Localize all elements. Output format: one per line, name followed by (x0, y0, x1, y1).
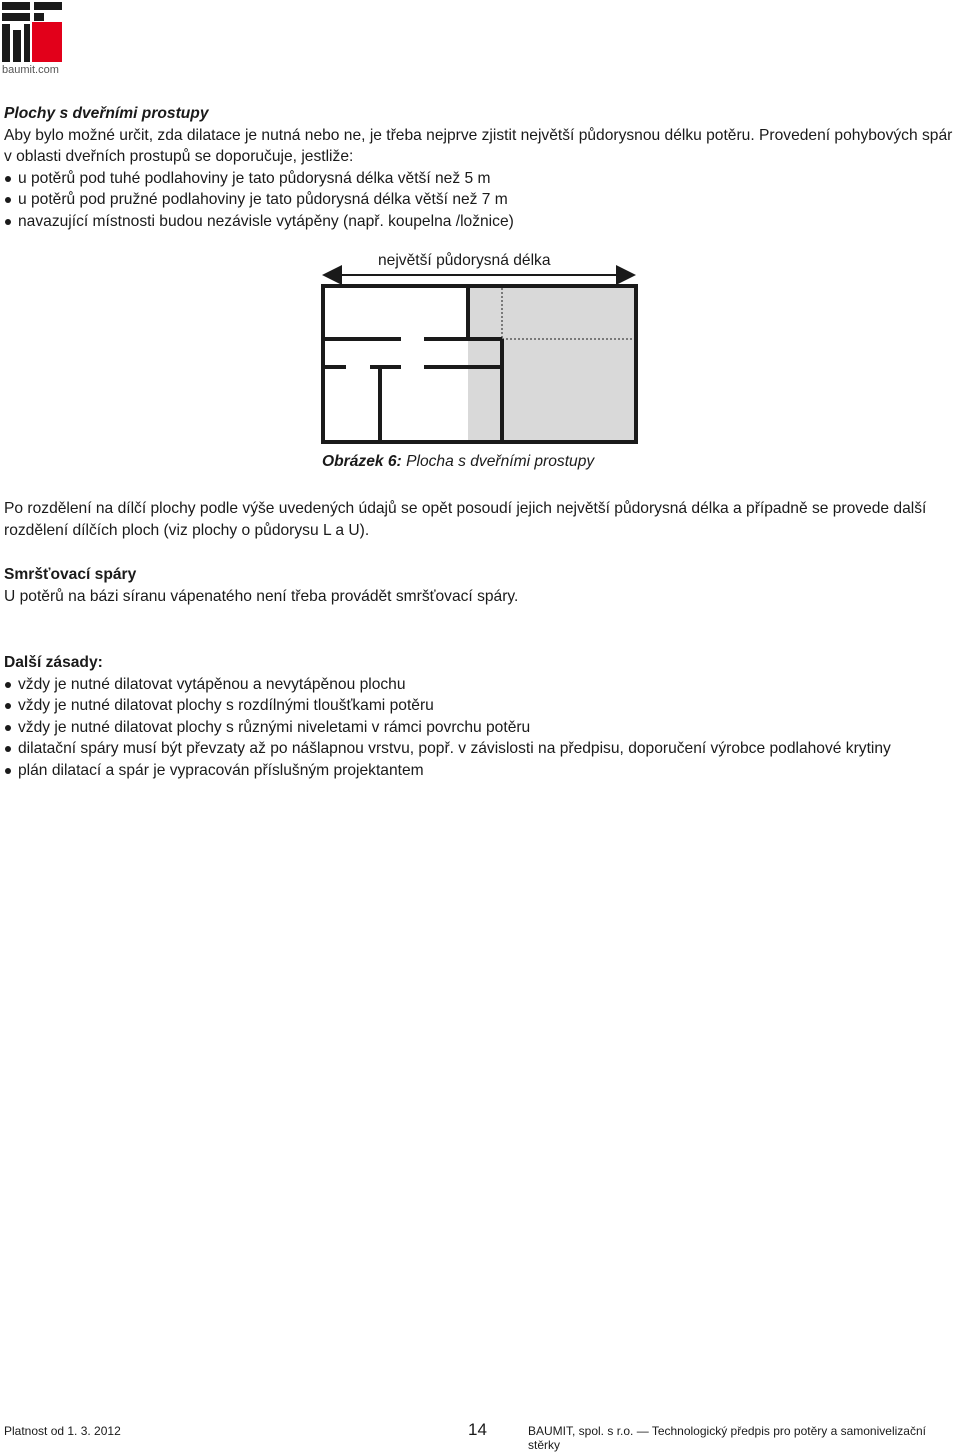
list-item: vždy je nutné dilatovat plochy s různými niveletami v rámci povrchu potěru (4, 717, 956, 739)
baumit-logo (0, 0, 64, 66)
section-title: Plochy s dveřními prostupy (4, 105, 209, 122)
section-title: Smršťovací spáry (4, 566, 137, 583)
conditions-list (4, 168, 956, 233)
figure-caption (322, 453, 594, 471)
section-title: Další zásady: (4, 654, 103, 671)
list-item: vždy je nutné dilatovat vytápěnou a nevytápěnou plochu (4, 674, 956, 696)
section-intro: Aby bylo možné určit, zda dilatace je nutná nebo ne, je třeba nejprve zjistit největší půdorysnou délku potěru. Provedení pohybových spár v oblasti dveřních prostupů se doporučuje, jestliže: (4, 126, 953, 166)
section-after-figure (4, 498, 956, 541)
paragraph: Po rozdělení na dílčí plochy podle výše uvedených údajů se opět posoudí jejich největší půdorysná délka a případně se provede další rozdělení dílčích ploch (viz plochy o půdorysu L a U). (4, 500, 927, 539)
section-shrinkage-joints (4, 564, 956, 607)
list-item: navazující místnosti budou nezávisle vytápěny (např. koupelna /ložnice) (4, 211, 956, 233)
footer-valid-from: Platnost od 1. 3. 2012 (4, 1424, 121, 1438)
list-item: vždy je nutné dilatovat plochy s rozdílnými tloušťkami potěru (4, 695, 956, 717)
dimension-label: největší půdorysná délka (378, 252, 551, 269)
list-item: plán dilatací a spár je vypracován příslušným projektantem (4, 760, 956, 782)
section-door-openings (4, 103, 956, 233)
section-other-principles (4, 652, 956, 782)
floor-plan-diagram (318, 250, 642, 450)
footer-company: BAUMIT, spol. s r.o. — Technologický předpis pro potěry a samonivelizační stěrky (528, 1424, 926, 1452)
paragraph: U potěrů na bázi síranu vápenatého není třeba provádět smršťovací spáry. (4, 587, 519, 605)
list-item: dilatační spáry musí být převzaty až po nášlapnou vrstvu, popř. v závislosti na předpisu, doporučení výrobce podlahové krytiny (4, 738, 956, 760)
shaded-area (468, 287, 636, 441)
page-number: 14 (468, 1420, 487, 1439)
principles-list (4, 674, 956, 782)
logo-url[interactable]: baumit.com (2, 64, 59, 76)
caption-label: Obrázek 6: (322, 453, 402, 470)
caption-text: Plocha s dveřními prostupy (406, 453, 595, 470)
list-item: u potěrů pod tuhé podlahoviny je tato půdorysná délka větší než 5 m (4, 168, 956, 190)
list-item: u potěrů pod pružné podlahoviny je tato půdorysná délka větší než 7 m (4, 189, 956, 211)
